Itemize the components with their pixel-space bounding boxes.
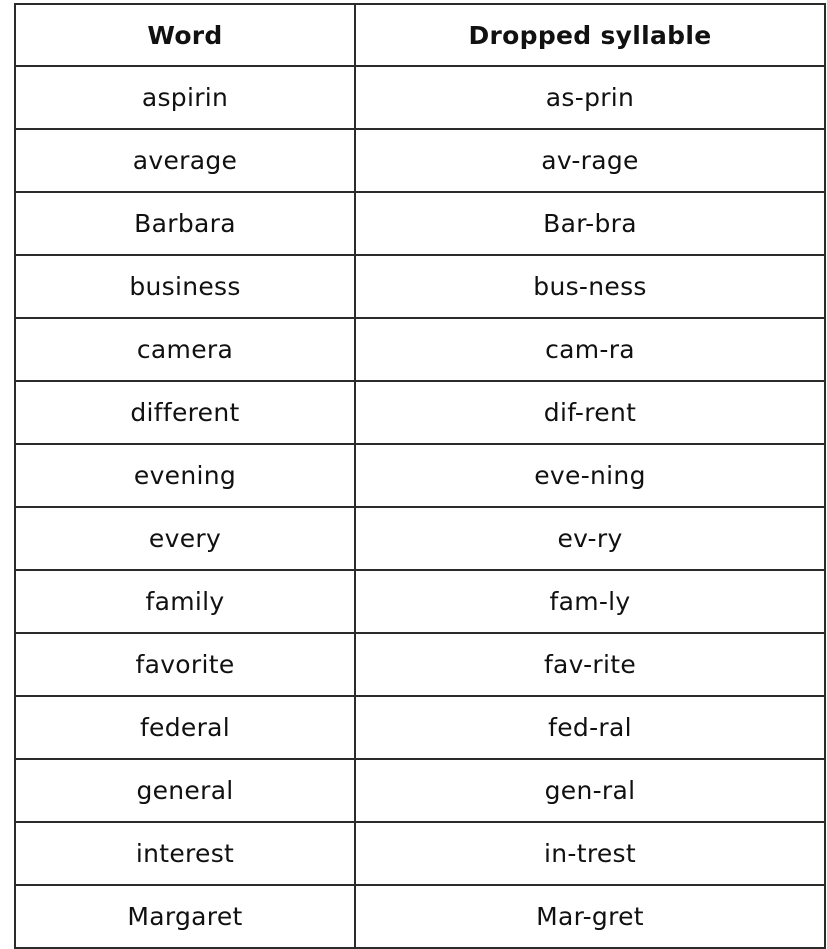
dropped-syllable-cell: Bar-bra	[355, 192, 825, 255]
word-cell: family	[15, 570, 355, 633]
word-cell: favorite	[15, 633, 355, 696]
table-row	[15, 381, 825, 444]
word-cell: aspirin	[15, 66, 355, 129]
dropped-syllable-cell: gen-ral	[355, 759, 825, 822]
word-cell: business	[15, 255, 355, 318]
table-header	[15, 4, 825, 66]
table-row	[15, 318, 825, 381]
word-cell: Margaret	[15, 885, 355, 948]
word-cell: general	[15, 759, 355, 822]
dropped-syllable-cell: cam-ra	[355, 318, 825, 381]
dropped-syllable-cell: av-rage	[355, 129, 825, 192]
table-row	[15, 507, 825, 570]
table-row	[15, 192, 825, 255]
dropped-syllable-cell: in-trest	[355, 822, 825, 885]
word-cell: different	[15, 381, 355, 444]
table-row	[15, 129, 825, 192]
header-row	[15, 4, 825, 66]
word-cell: camera	[15, 318, 355, 381]
dropped-syllable-column-header: Dropped syllable	[355, 4, 825, 66]
dropped-syllable-cell: Mar-gret	[355, 885, 825, 948]
word-cell: interest	[15, 822, 355, 885]
word-cell: Barbara	[15, 192, 355, 255]
dropped-syllable-cell: ev-ry	[355, 507, 825, 570]
table-row	[15, 696, 825, 759]
word-cell: average	[15, 129, 355, 192]
table-row	[15, 255, 825, 318]
word-cell: evening	[15, 444, 355, 507]
word-cell: federal	[15, 696, 355, 759]
table-row	[15, 66, 825, 129]
dropped-syllable-cell: bus-ness	[355, 255, 825, 318]
table-body	[15, 66, 825, 948]
table-row	[15, 759, 825, 822]
dropped-syllable-cell: eve-ning	[355, 444, 825, 507]
syllable-table	[14, 3, 826, 949]
word-column-header: Word	[15, 4, 355, 66]
table-row	[15, 885, 825, 948]
table-row	[15, 570, 825, 633]
dropped-syllable-cell: as-prin	[355, 66, 825, 129]
dropped-syllable-cell: fam-ly	[355, 570, 825, 633]
dropped-syllable-cell: fav-rite	[355, 633, 825, 696]
dropped-syllable-cell: fed-ral	[355, 696, 825, 759]
table-row	[15, 822, 825, 885]
word-cell: every	[15, 507, 355, 570]
table-row	[15, 633, 825, 696]
dropped-syllable-cell: dif-rent	[355, 381, 825, 444]
table-row	[15, 444, 825, 507]
